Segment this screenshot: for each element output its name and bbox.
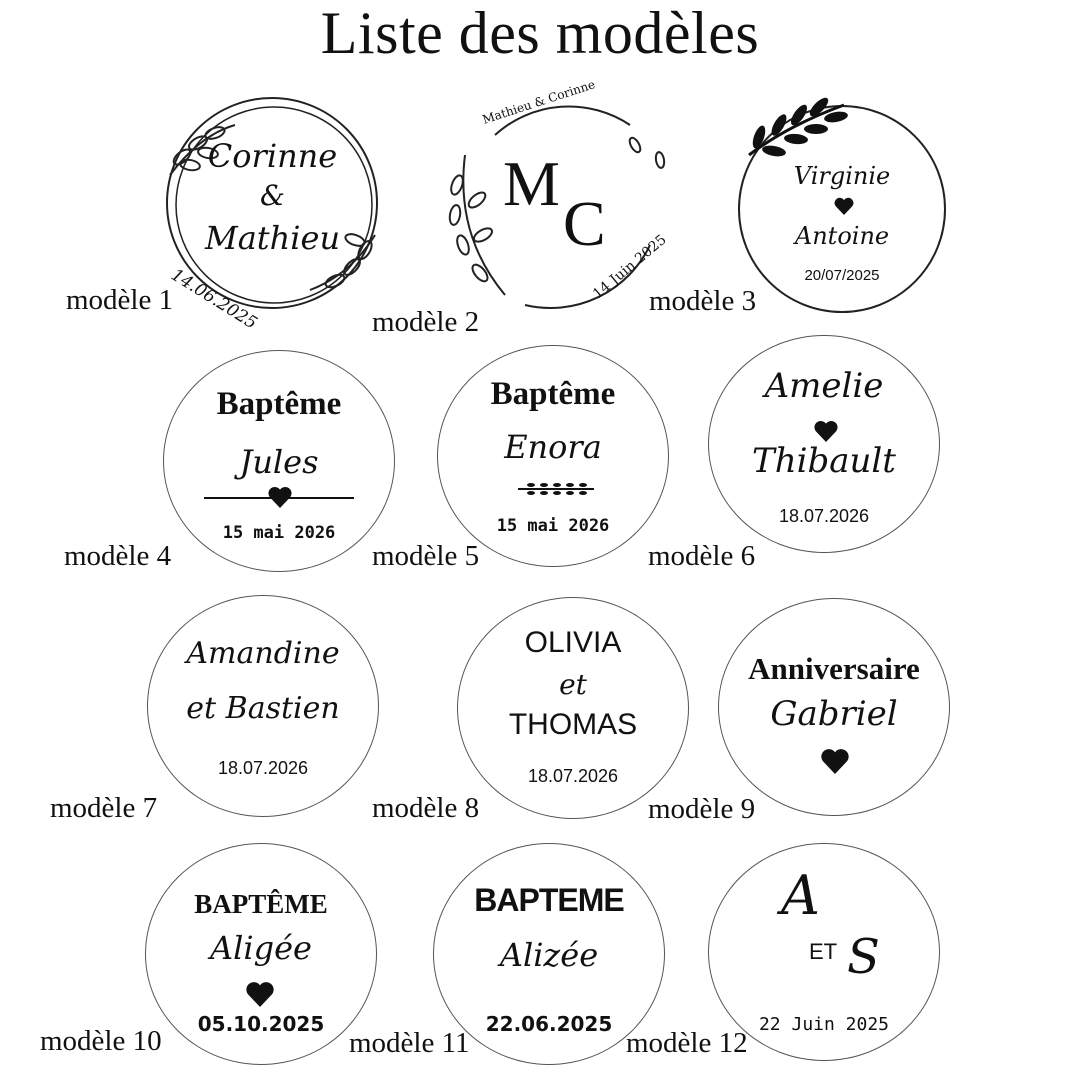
model-1-stamp <box>160 95 385 334</box>
model-8-stamp <box>457 597 689 819</box>
model-6-label: modèle 6 <box>648 540 756 572</box>
name-2: Thibault <box>752 441 896 481</box>
heart-icon <box>267 486 293 508</box>
heart-icon <box>813 420 839 442</box>
name-2: et Bastien <box>186 691 340 726</box>
page-title: Liste des modèles <box>320 0 760 66</box>
model-4-label: modèle 4 <box>64 540 172 572</box>
model-11-label: modèle 11 <box>349 1027 470 1059</box>
heading: Baptême <box>216 386 342 422</box>
model-8-label: modèle 8 <box>372 792 480 824</box>
name-1: Amandine <box>186 636 340 671</box>
model-10-label: modèle 10 <box>40 1025 162 1057</box>
model-7-label: modèle 7 <box>50 792 158 824</box>
date-text: 15 mai 2026 <box>222 523 336 543</box>
date-text: 18.07.2026 <box>527 766 619 786</box>
heart-icon <box>834 197 854 215</box>
model-3-stamp <box>738 105 946 313</box>
model-2-stamp <box>435 77 675 320</box>
name-1: Virginie <box>793 162 891 190</box>
model-2-label: modèle 2 <box>372 306 480 338</box>
name-1: OLIVIA <box>524 626 622 659</box>
name-1: Corinne <box>207 137 338 175</box>
name: Jules <box>239 443 319 481</box>
date-text: 22 Juin 2025 <box>758 1014 890 1035</box>
name-2: THOMAS <box>508 708 638 741</box>
heading: Baptême <box>490 376 616 412</box>
date-text: 05.10.2025 <box>197 1012 325 1036</box>
name-2: Mathieu <box>204 219 341 257</box>
conjunction: et <box>559 668 587 701</box>
heading: BAPTÊME <box>194 889 328 919</box>
heart-icon <box>245 981 275 1007</box>
monogram-m: M <box>503 148 560 219</box>
model-1-label: modèle 1 <box>66 284 174 316</box>
ampersand: & <box>260 179 285 212</box>
model-10-stamp <box>145 843 377 1065</box>
date-text: 14 Juin 2025 <box>590 231 670 303</box>
heading: BAPTEME <box>474 882 624 918</box>
name: Enora <box>504 428 602 466</box>
date-text: 18.07.2026 <box>217 758 309 778</box>
model-3-label: modèle 3 <box>649 285 757 317</box>
model-12-label: modèle 12 <box>626 1027 748 1059</box>
model-6-stamp <box>708 335 940 553</box>
name-1: Amelie <box>764 366 884 406</box>
initial-a: A <box>781 864 820 927</box>
model-7-stamp <box>147 595 379 817</box>
leaf-sprig-icon <box>516 479 596 499</box>
monogram-c: C <box>563 188 606 259</box>
name: Aligée <box>210 929 312 967</box>
date-text: 20/07/2025 <box>804 267 880 284</box>
name-2: Antoine <box>794 222 890 250</box>
model-4-stamp <box>163 350 395 572</box>
date-text: 14.06.2025 <box>167 265 261 334</box>
date-text: 18.07.2026 <box>778 506 870 526</box>
model-9-label: modèle 9 <box>648 793 756 825</box>
arc-text: Mathieu & Corinne <box>480 77 597 127</box>
initial-s: S <box>847 929 880 985</box>
model-9-stamp <box>718 598 950 816</box>
heart-icon <box>820 748 850 774</box>
date-text: 15 mai 2026 <box>496 516 610 536</box>
name: Gabriel <box>770 694 898 734</box>
model-5-label: modèle 5 <box>372 540 480 572</box>
model-5-stamp <box>437 345 669 567</box>
heading: Anniversaire <box>748 651 920 686</box>
date-text: 22.06.2025 <box>485 1012 613 1036</box>
conjunction: ET <box>809 939 838 964</box>
name: Alizée <box>499 936 599 974</box>
